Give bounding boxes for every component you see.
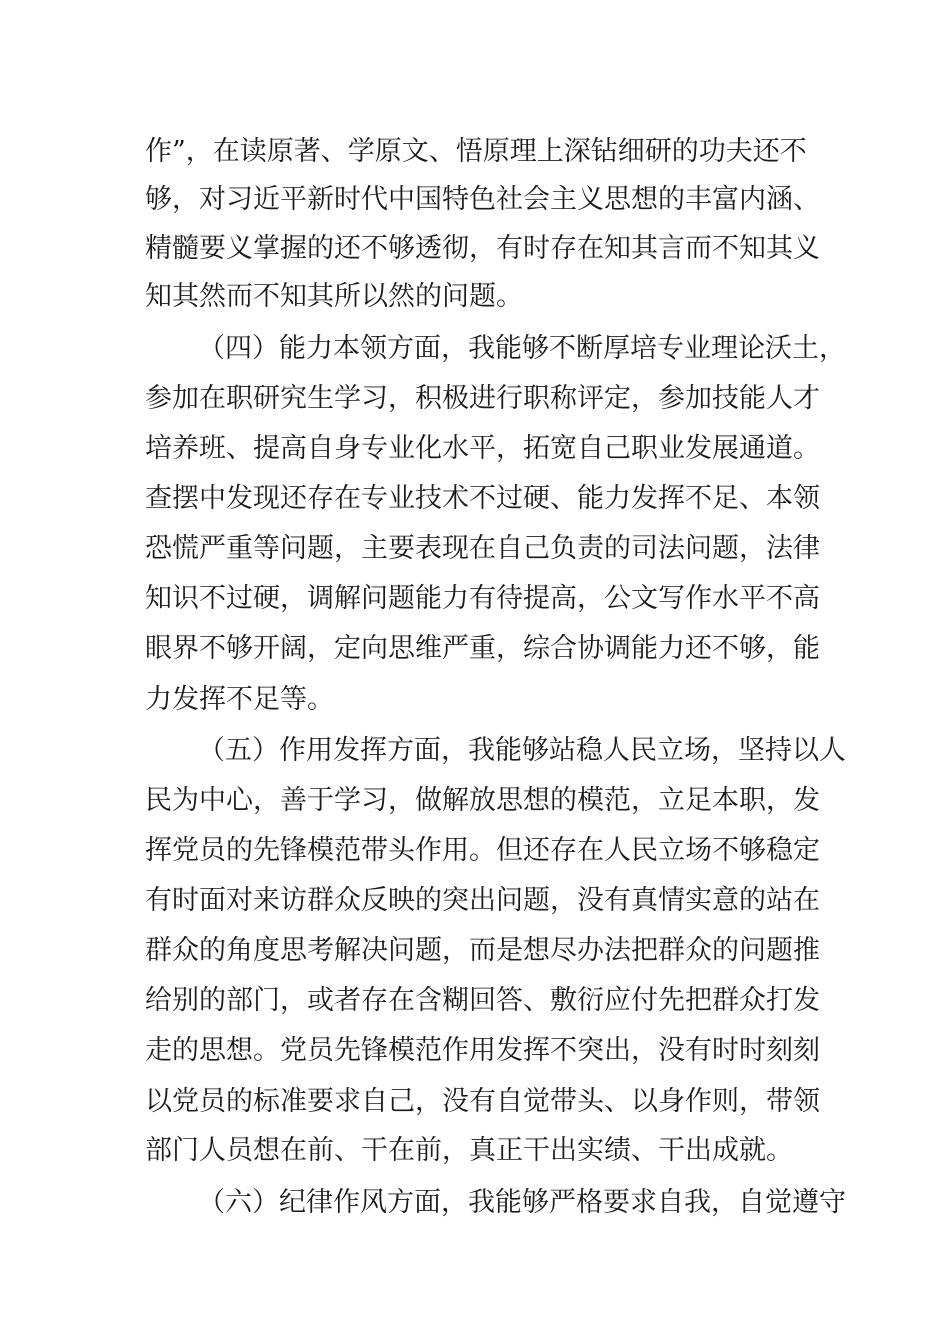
text-line: 培养班、提高自身专业化水平，拓宽自己职业发展通道。: [145, 433, 820, 464]
text-line: 参加在职研究生学习，积极进行职称评定，参加技能人才: [145, 383, 820, 414]
text-line: 知其然而不知其所以然的问题。: [145, 281, 523, 312]
text-line: 查摆中发现还存在专业技术不过硬、能力发挥不足、本领: [145, 483, 820, 514]
text-line: 够，对习近平新时代中国特色社会主义思想的丰富内涵、: [145, 184, 820, 215]
text-line: 知识不过硬，调解问题能力有待提高，公文写作水平不高: [145, 583, 820, 614]
text-line: 民为中心，善于学习，做解放思想的模范，立足本职，发: [145, 785, 820, 816]
text-line: 有时面对来访群众反映的突出问题，没有真情实意的站在: [145, 885, 820, 916]
text-line: 给别的部门，或者存在含糊回答、敷衍应付先把群众打发: [145, 985, 820, 1016]
text-line: 恐慌严重等问题，主要表现在自己负责的司法问题，法律: [145, 533, 820, 564]
text-line: 眼界不够开阔，定向思维严重，综合协调能力还不够，能: [145, 633, 820, 664]
paragraph-start-line: （五）作用发挥方面，我能够站稳人民立场，坚持以人: [198, 735, 846, 766]
paragraph-start-line: （六）纪律作风方面，我能够严格要求自我，自觉遵守: [198, 1187, 846, 1218]
text-line: 精髓要义掌握的还不够透彻，有时存在知其言而不知其义: [145, 233, 820, 264]
paragraph-start-line: （四）能力本领方面，我能够不断厚培专业理论沃土，: [198, 333, 846, 364]
text-line: 以党员的标准要求自己，没有自觉带头、以身作则，带领: [145, 1086, 820, 1117]
text-line: 力发挥不足等。: [145, 684, 334, 715]
text-line: 挥党员的先锋模范带头作用。但还存在人民立场不够稳定: [145, 835, 820, 866]
text-line: 作”，在读原著、学原文、悟原理上深钻细研的功夫还不: [145, 136, 807, 167]
text-line: 走的思想。党员先锋模范作用发挥不突出，没有时时刻刻: [145, 1035, 820, 1066]
text-line: 部门人员想在前、干在前，真正干出实绩、干出成就。: [145, 1135, 793, 1166]
text-line: 群众的角度思考解决问题，而是想尽办法把群众的问题推: [145, 935, 820, 966]
